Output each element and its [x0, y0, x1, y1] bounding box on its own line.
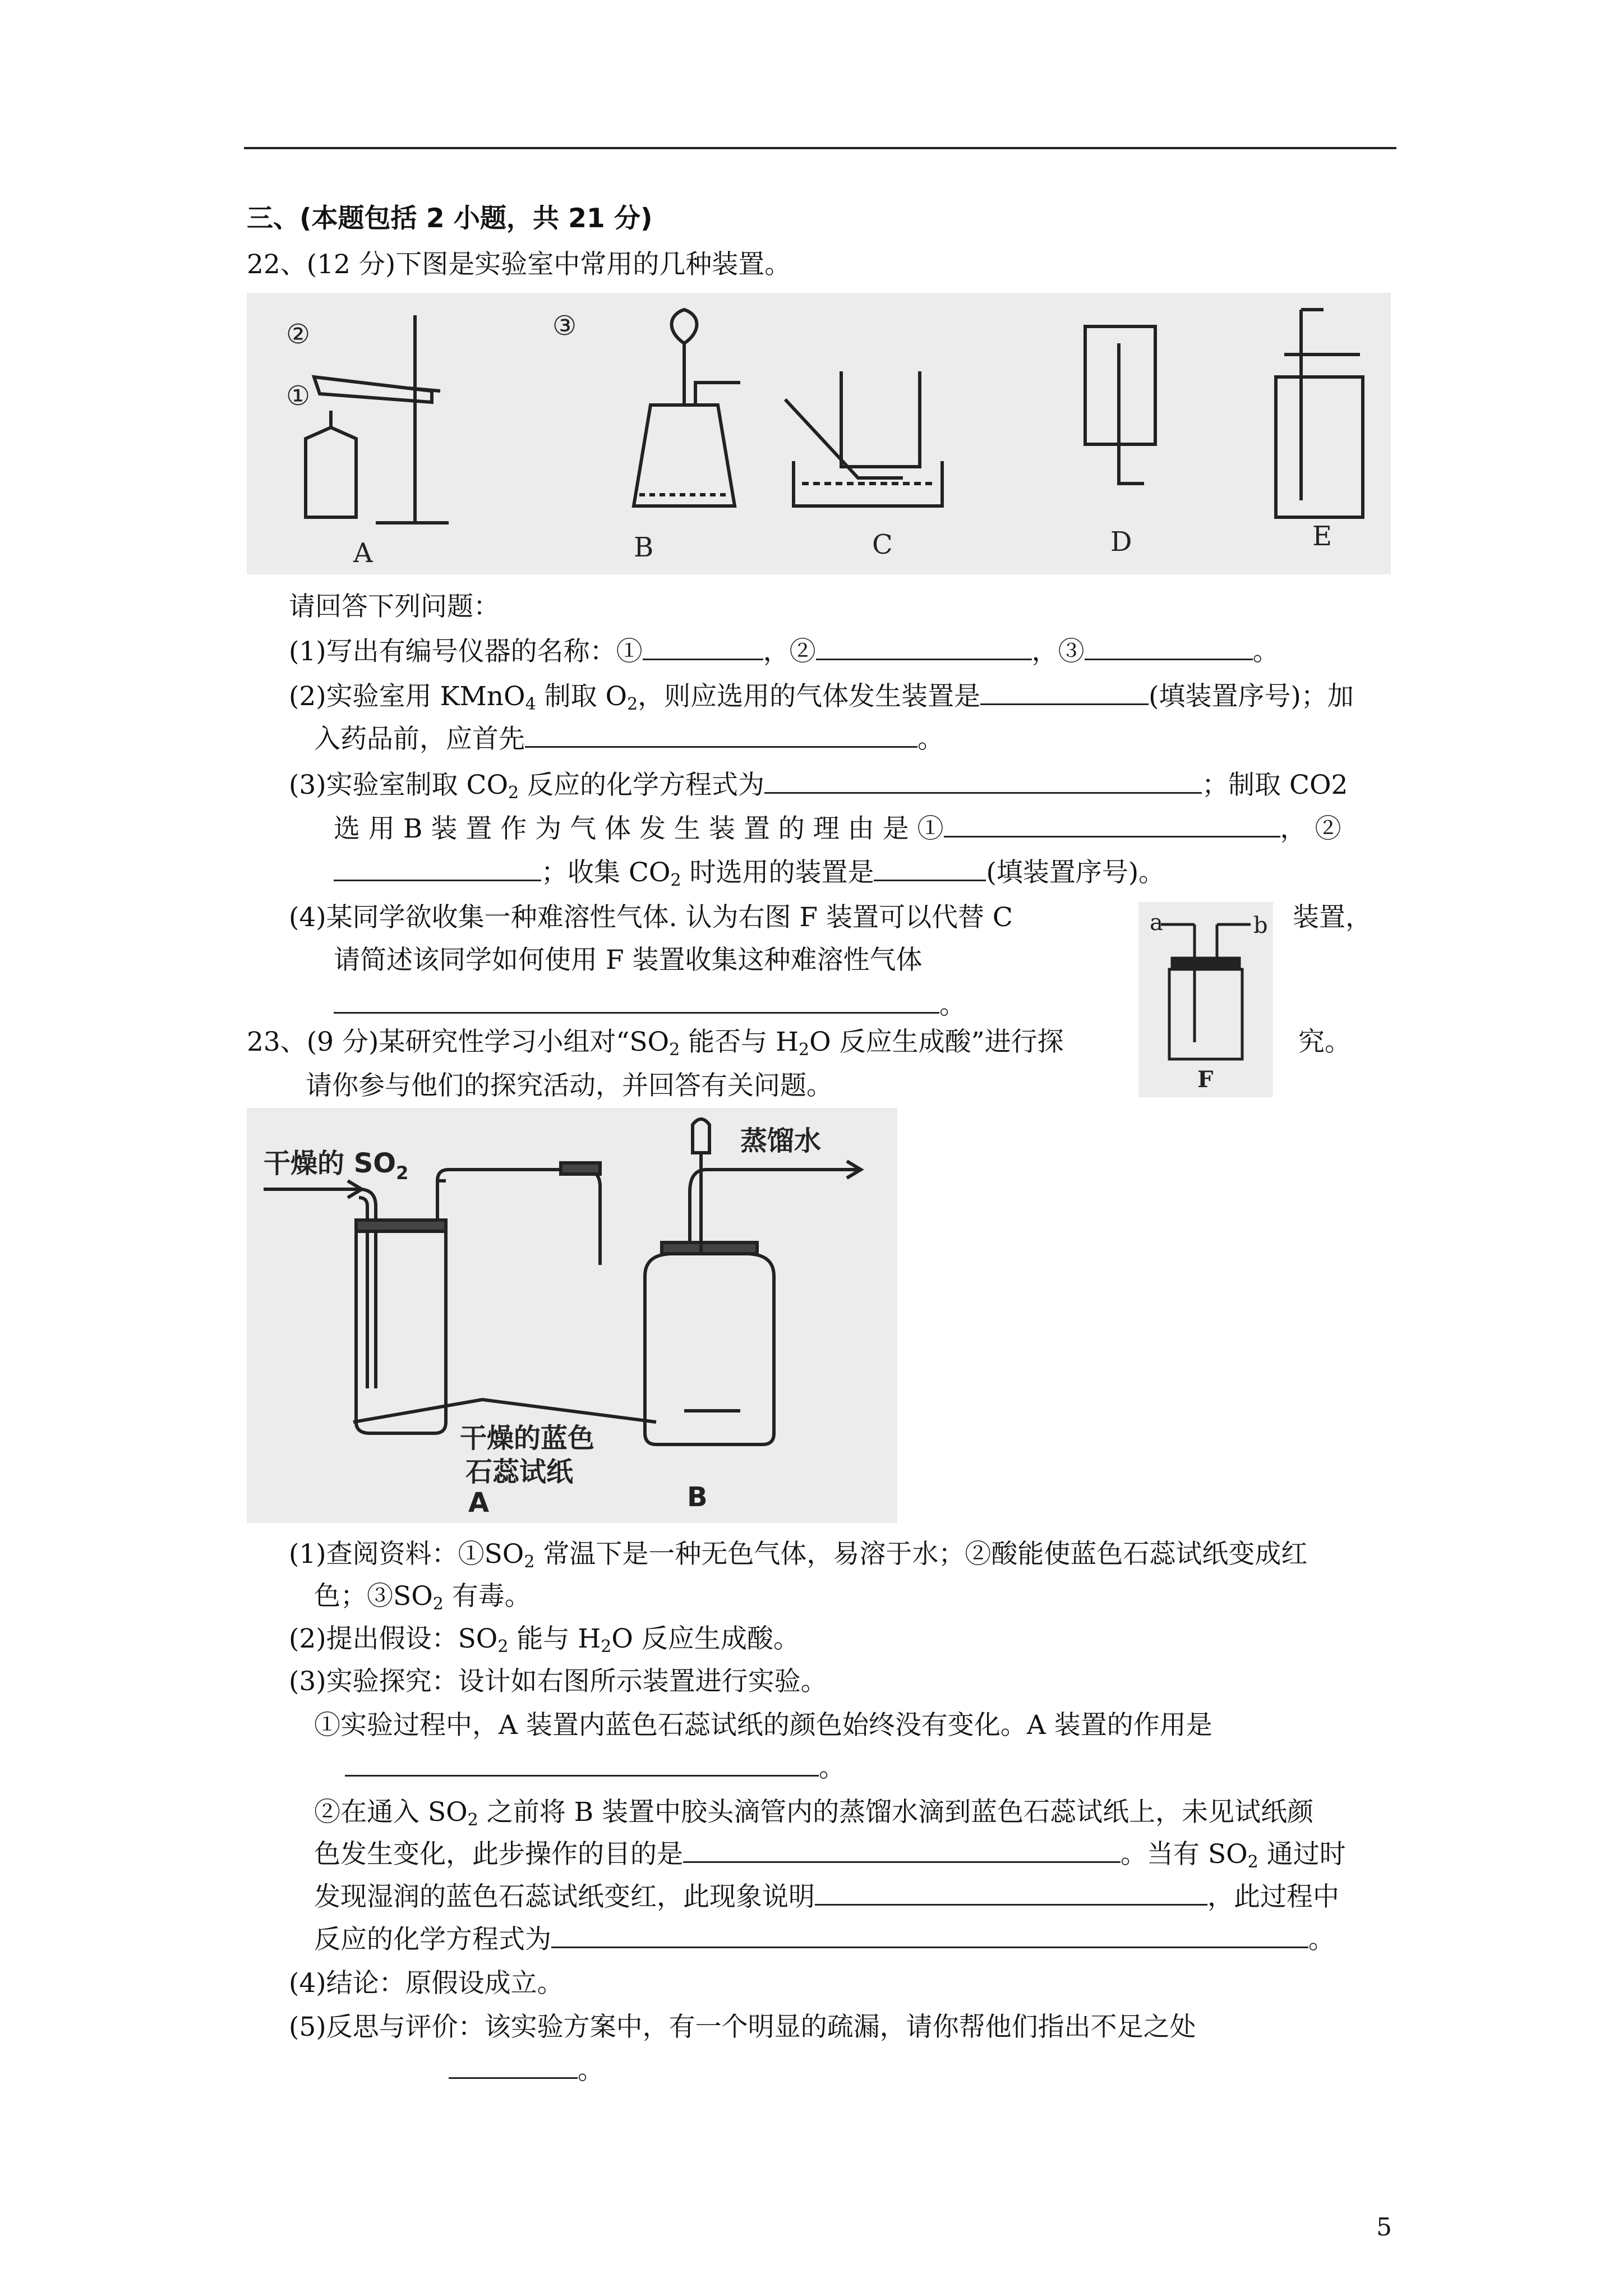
q23-step3-2-line1: ②在通入 $SO_2$ 之前将 B 装置中胶头滴管内的蒸馏水滴到蓝色石蕊试纸上，未见试纸颜: [314, 1797, 1314, 1830]
label-inlet: 干燥的 $SO_2$: [264, 1148, 409, 1184]
marker-3: ③: [552, 310, 577, 342]
q22-part4-line1: (4)某同学欲收集一种难溶性气体. 认为右图 F 装置可以代替 C: [289, 902, 1013, 933]
q22-intro: 22、(12 分)下图是实验室中常用的几种装置。: [247, 249, 791, 280]
label-f-b: b: [1253, 913, 1268, 938]
label-f: F: [1197, 1066, 1214, 1093]
marker-2: ②: [286, 319, 311, 350]
q22-part3-line1: (3)实验室制取 $CO_2$ 反应的化学方程式为 ；制取 CO2: [289, 770, 1348, 803]
q22-part2-line2: 入药品前，应首先 。: [314, 724, 944, 754]
q23-step5-line2: 。: [449, 2050, 604, 2091]
q23-step3-2-line3: 发现湿润的蓝色石蕊试纸变红，此现象说明 ，此过程中: [314, 1881, 1339, 1912]
q22-part4-line2: 请简述该同学如何使用 F 装置收集这种难溶性气体: [334, 945, 923, 976]
blank-4-1[interactable]: [334, 990, 939, 1014]
q23-step1-line2: 色；$③SO_2$ 有毒。: [314, 1581, 531, 1614]
q23-step3-1-line2: 。: [345, 1748, 845, 1788]
blank-2-1[interactable]: [980, 681, 1149, 705]
label-fig-b: B: [687, 1481, 708, 1513]
label-paper-2: 石蕊试纸: [465, 1456, 574, 1488]
blank-3-3[interactable]: [334, 857, 541, 881]
q23-step5-line1: (5)反思与评价：该实验方案中，有一个明显的疏漏，请你帮他们指出不足之处: [289, 2012, 1196, 2042]
blank-1-1[interactable]: [643, 636, 763, 660]
figure-f: [1138, 902, 1273, 1097]
q23-step3-2-line4: 反应的化学方程式为 。: [314, 1924, 1335, 1955]
q22-part3-line2: 选 用 B 装 置 作 为 气 体 发 生 装 置 的 理 由 是 ① ， ②: [334, 813, 1341, 844]
label-d: D: [1110, 526, 1132, 558]
q22-part4-line1-end: 装置，: [1293, 902, 1372, 933]
label-f-a: a: [1150, 910, 1163, 936]
label-a: A: [353, 537, 373, 569]
q23-step3: (3)实验探究：设计如右图所示装置进行实验。: [289, 1666, 827, 1697]
q22-part2-line1: (2)实验室用 KMnO$_4$ 制取 $O_2$，则应选用的气体发生装置是 (填装置序号)；加: [289, 681, 1354, 714]
blank-3-2[interactable]: [944, 813, 1280, 838]
q22-prompt: 请回答下列问题：: [289, 591, 500, 622]
label-b: B: [634, 532, 654, 563]
blank-23-1[interactable]: [345, 1752, 819, 1777]
blank-23-3[interactable]: [815, 1881, 1207, 1906]
label-water: 蒸馏水: [740, 1125, 822, 1157]
label-c: C: [872, 529, 893, 560]
label-paper-1: 干燥的蓝色: [460, 1423, 595, 1454]
blank-1-3[interactable]: [1085, 636, 1253, 660]
blank-2-2[interactable]: [525, 724, 917, 748]
q23-step3-2-line2: 色发生变化，此步操作的目的是 。当有 $SO_2$ 通过时: [314, 1839, 1346, 1872]
q22-part4-line3: 。: [334, 985, 966, 1025]
blank-23-5[interactable]: [449, 2055, 578, 2079]
blank-3-1[interactable]: [764, 770, 1202, 794]
q22-part3-line3: ；收集 $CO_2$ 时选用的装置是 (填装置序号)。: [334, 853, 1165, 893]
header-rule: [244, 147, 1396, 149]
label-e: E: [1312, 521, 1332, 552]
blank-1-2[interactable]: [816, 636, 1032, 660]
blank-3-4[interactable]: [874, 857, 986, 881]
marker-1: ①: [286, 380, 311, 412]
page-number: 5: [1376, 2213, 1392, 2242]
section-heading: 三、(本题包括 2 小题，共 21 分): [247, 203, 653, 234]
q23-step3-1-line1: ①实验过程中，A 装置内蓝色石蕊试纸的颜色始终没有变化。A 装置的作用是: [314, 1710, 1212, 1741]
q22-part1: (1)写出有编号仪器的名称：① ，② ，③ 。: [289, 636, 1279, 667]
q23-step2: (2)提出假设：$SO_2$ 能与 $H_2O$ 反应生成酸。: [289, 1623, 800, 1657]
label-fig-a: A: [468, 1487, 490, 1519]
q22-apparatus-figure: [247, 293, 1391, 574]
q23-apparatus-figure: [247, 1108, 897, 1523]
blank-23-2[interactable]: [683, 1839, 1121, 1863]
q23-intro2: 请你参与他们的探究活动，并回答有关问题。: [306, 1070, 833, 1101]
blank-23-4[interactable]: [551, 1924, 1308, 1948]
q23-intro-end: 究。: [1298, 1027, 1351, 1057]
q23-step4: (4)结论：原假设成立。: [289, 1968, 564, 1999]
q23-intro: 23、(9 分)某研究性学习小组对“$SO_2$ 能否与 $H_2O$ 反应生成酸”进行探: [247, 1027, 1064, 1060]
q23-step1-line1: (1)查阅资料：$①SO_2$ 常温下是一种无色气体，易溶于水；②酸能使蓝色石蕊试纸变成红: [289, 1539, 1308, 1572]
